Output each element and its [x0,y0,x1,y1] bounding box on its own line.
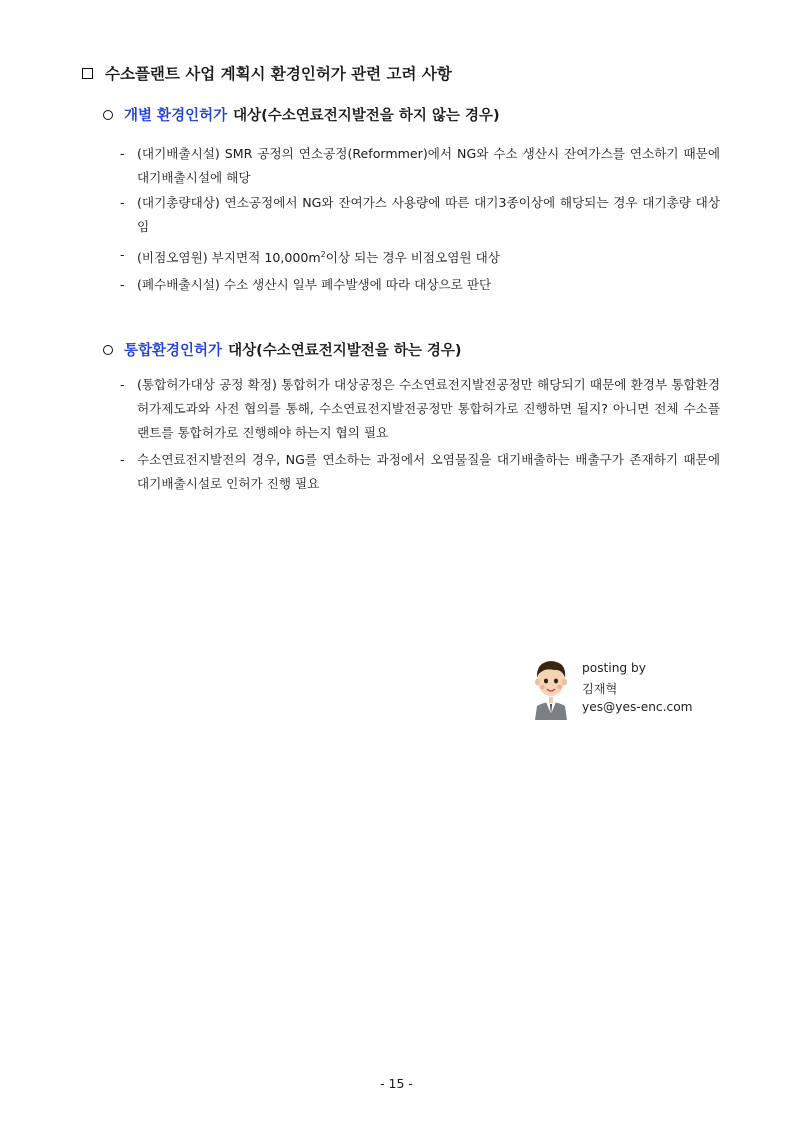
section1-title: 대상(수소연료전지발전을 하지 않는 경우) [233,108,500,124]
list-item-text: 수소연료전지발전의 경우, NG를 연소하는 과정에서 오염물질을 대기배출하는 배출구가 존재하기 때문에 대기배출시설로 인허가 진행 필요 [137,452,720,491]
list-item [120,273,720,297]
section1-heading [103,104,500,125]
author-name: 김재혁 [582,682,618,696]
posting-label: posting by [582,661,646,675]
list-item [120,243,720,270]
document-heading [82,62,452,84]
section1-highlight: 개별 환경인허가 [124,108,228,124]
circle-bullet-icon [103,110,113,120]
section2-highlight: 통합환경인허가 [124,343,223,359]
list-item [120,373,720,445]
posting-signature [532,652,752,724]
posting-text [582,658,693,714]
list-item-text: (폐수배출시설) 수소 생산시 일부 폐수발생에 따라 대상으로 판단 [137,277,492,292]
list-item-text [137,243,720,270]
dash: - [120,452,125,467]
dash: - [120,195,125,210]
list-item [120,191,720,239]
page-number: - 15 - [380,1076,413,1091]
list-item-text: (대기배출시설) SMR 공정의 연소공정(Reformmer)에서 NG와 수소 생산시 잔여가스를 연소하기 때문에 대기배출시설에 해당 [137,146,720,185]
list-item [120,448,720,496]
square-bullet-icon [82,68,93,79]
dash: - [120,146,125,161]
circle-bullet-icon [103,345,113,355]
list-item [120,142,720,190]
list-item-text-part: (비점오염원) 부지면적 10,000m [137,250,321,266]
superscript: 2 [320,250,326,259]
dash: - [120,277,125,292]
dash: - [120,377,125,392]
list-item-text: (통합허가대상 공정 확정) 통합허가 대상공정은 수소연료전지발전공정만 해당되기 때문에 환경부 통합환경허가제도과와 사전 협의를 통해, 수소연료전지발전공정만 통합허가로 진행하면 될지? 아니면 전체 수소플랜트를 통합허가로 진행해야 하는지 협의 필요 [137,377,720,440]
section2-title: 대상(수소연료전지발전을 하는 경우) [228,343,462,359]
list-item-text-part: 이상 되는 경우 비점오염원 대상 [325,250,500,266]
author-email: yes@yes-enc.com [582,700,693,714]
section2-heading [103,339,462,360]
dash: - [120,247,125,262]
cartoon-avatar-icon [532,654,570,720]
heading-text: 수소플랜트 사업 계획시 환경인허가 관련 고려 사항 [105,65,452,83]
list-item-text: (대기총량대상) 연소공정에서 NG와 잔여가스 사용량에 따른 대기3종이상에 해당되는 경우 대기총량 대상임 [137,195,720,234]
